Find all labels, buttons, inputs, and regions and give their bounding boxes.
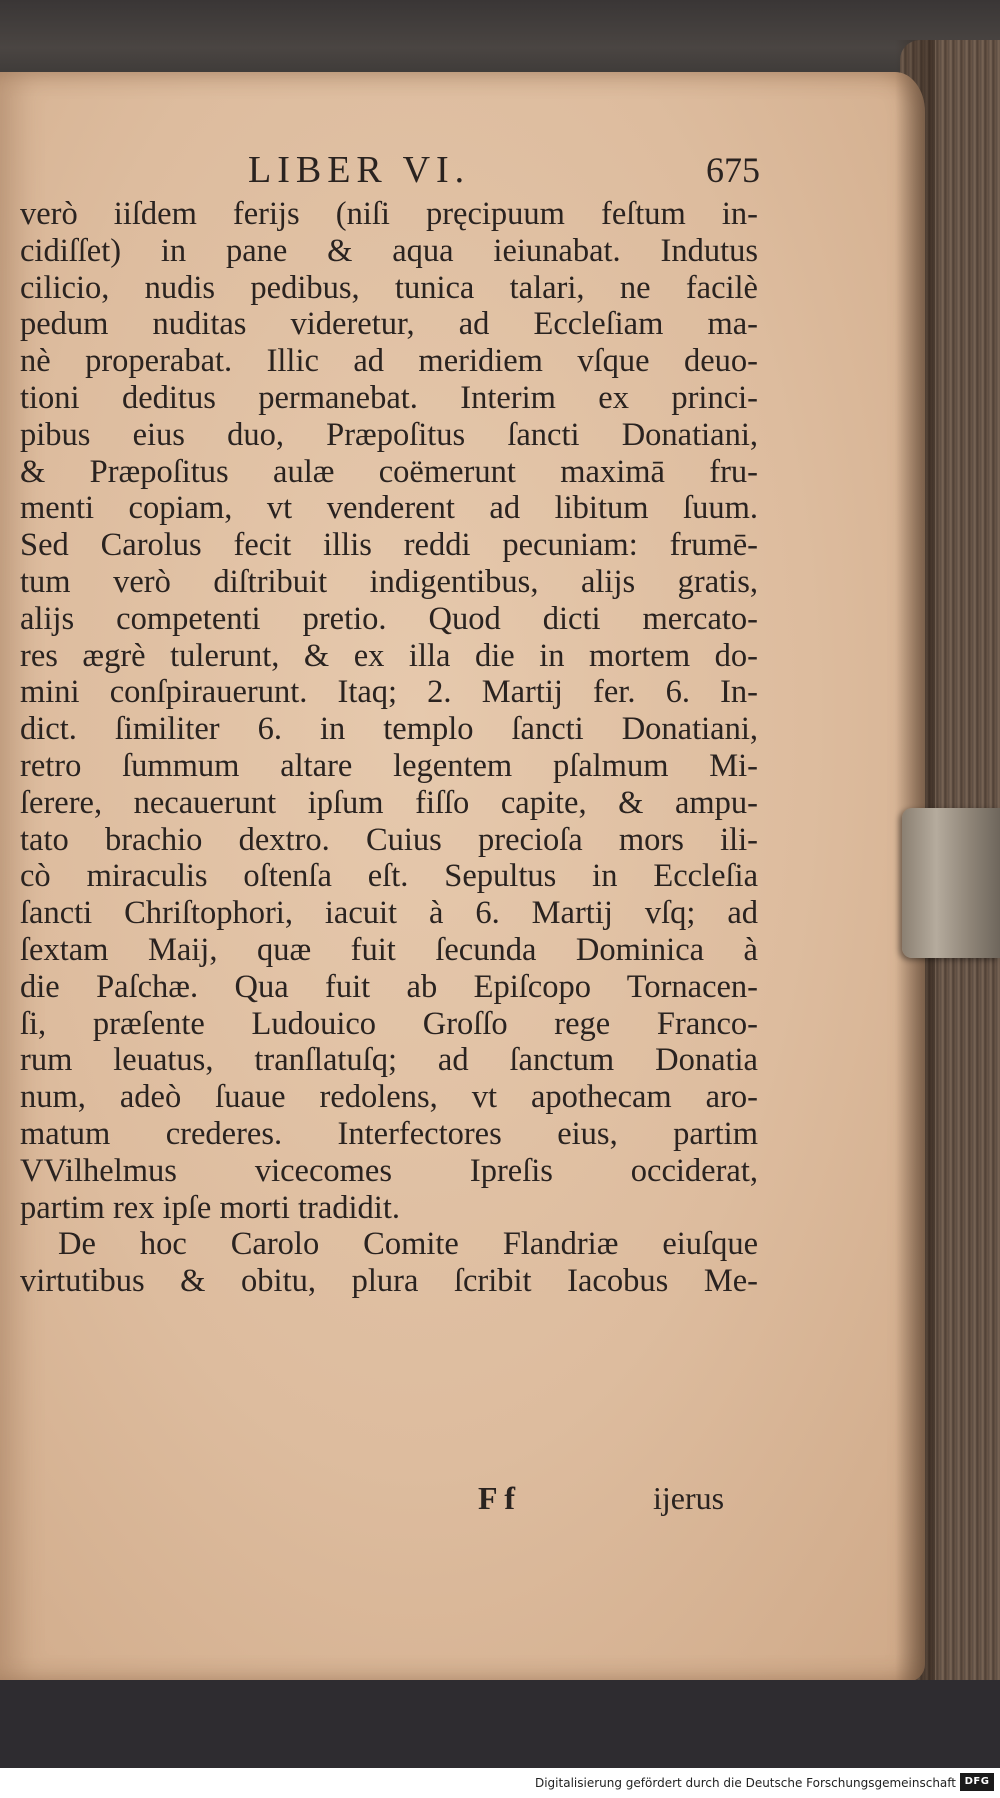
catchword: ijerus	[653, 1480, 725, 1516]
book-top-edge	[0, 0, 1000, 80]
digitization-footer	[0, 1768, 1000, 1798]
text-line: Sed Carolus fecit illis reddi pecuniam: frumē-	[20, 527, 758, 564]
text-line: res ægrè tulerunt, & ex illa die in mortem do-	[20, 637, 758, 674]
text-line: partim rex ipſe morti tradidit.	[20, 1189, 400, 1226]
signature-mark: F f	[478, 1480, 516, 1516]
running-head	[248, 148, 760, 192]
running-head-title: LIBER VI.	[248, 149, 471, 191]
text-line: retro ſummum altare legentem pſalmum Mi-	[20, 747, 758, 784]
text-line: cilicio, nudis pedibus, tunica talari, ne facilè	[20, 269, 758, 306]
text-line: dict. ſimiliter 6. in templo ſancti Donatiani,	[20, 711, 758, 748]
text-line: tum verò diſtribuit indigentibus, alijs gratis,	[20, 563, 758, 600]
text-line: alijs competenti pretio. Quod dicti mercato-	[20, 600, 758, 637]
body-text	[20, 196, 758, 1300]
text-line: rum leuatus, tranſlatuſq; ad ſanctum Donatia	[20, 1042, 758, 1079]
text-line: tioni deditus permanebat. Interim ex princi-	[20, 379, 758, 416]
text-line: ſextam Maij, quæ fuit ſecunda Dominica à	[20, 931, 758, 968]
text-line: virtutibus & obitu, plura ſcribit Iacobus Me-	[20, 1263, 758, 1300]
text-line: matum crederes. Interfectores eius, partim	[20, 1115, 758, 1152]
text-line: tato brachio dextro. Cuius precioſa mors ili-	[20, 821, 758, 858]
text-line: verò iiſdem ferijs (niſi pręcipuum feſtum in-	[20, 196, 758, 232]
text-line: ſancti Chriſtophori, iacuit à 6. Martij vſq; ad	[20, 895, 758, 932]
text-line: De hoc Carolo Comite Flandriæ eiuſque	[58, 1226, 758, 1263]
text-line: die Paſchæ. Qua fuit ab Epiſcopo Tornacen-	[20, 968, 758, 1005]
text-line: pibus eius duo, Præpoſitus ſancti Donatiani,	[20, 416, 758, 453]
text-line: nè properabat. Illic ad meridiem vſque deuo-	[20, 343, 758, 380]
scan-background-bottom	[0, 1680, 1000, 1770]
text-line: num, adeò ſuaue redolens, vt apothecam aro-	[20, 1079, 758, 1116]
text-line: menti copiam, vt venderent ad libitum ſuum.	[20, 490, 758, 527]
text-line: & Præpoſitus aulæ coëmerunt maximā fru-	[20, 453, 758, 490]
text-line: ſi, præſente Ludouico Groſſo rege Franco-	[20, 1005, 758, 1042]
text-line: cò miraculis oſtenſa eſt. Sepultus in Eccleſia	[20, 858, 758, 895]
text-line: mini conſpirauerunt. Itaq; 2. Martij fer. 6. In-	[20, 674, 758, 711]
digitization-note: Digitalisierung gefördert durch die Deutsche Forschungsgemeinschaft	[534, 1776, 956, 1790]
dfg-logo-icon: DFG	[960, 1773, 994, 1791]
text-line: VVilhelmus vicecomes Ipreſis occiderat,	[20, 1152, 758, 1189]
text-line: pedum nuditas videretur, ad Eccleſiam ma-	[20, 306, 758, 343]
page-number: 675	[706, 150, 760, 190]
text-line: ſerere, necauerunt ipſum fiſſo capite, & ampu-	[20, 784, 758, 821]
book-clasp	[902, 808, 1000, 958]
text-line: cidiſſet) in pane & aqua ieiunabat. Indutus	[20, 232, 758, 269]
